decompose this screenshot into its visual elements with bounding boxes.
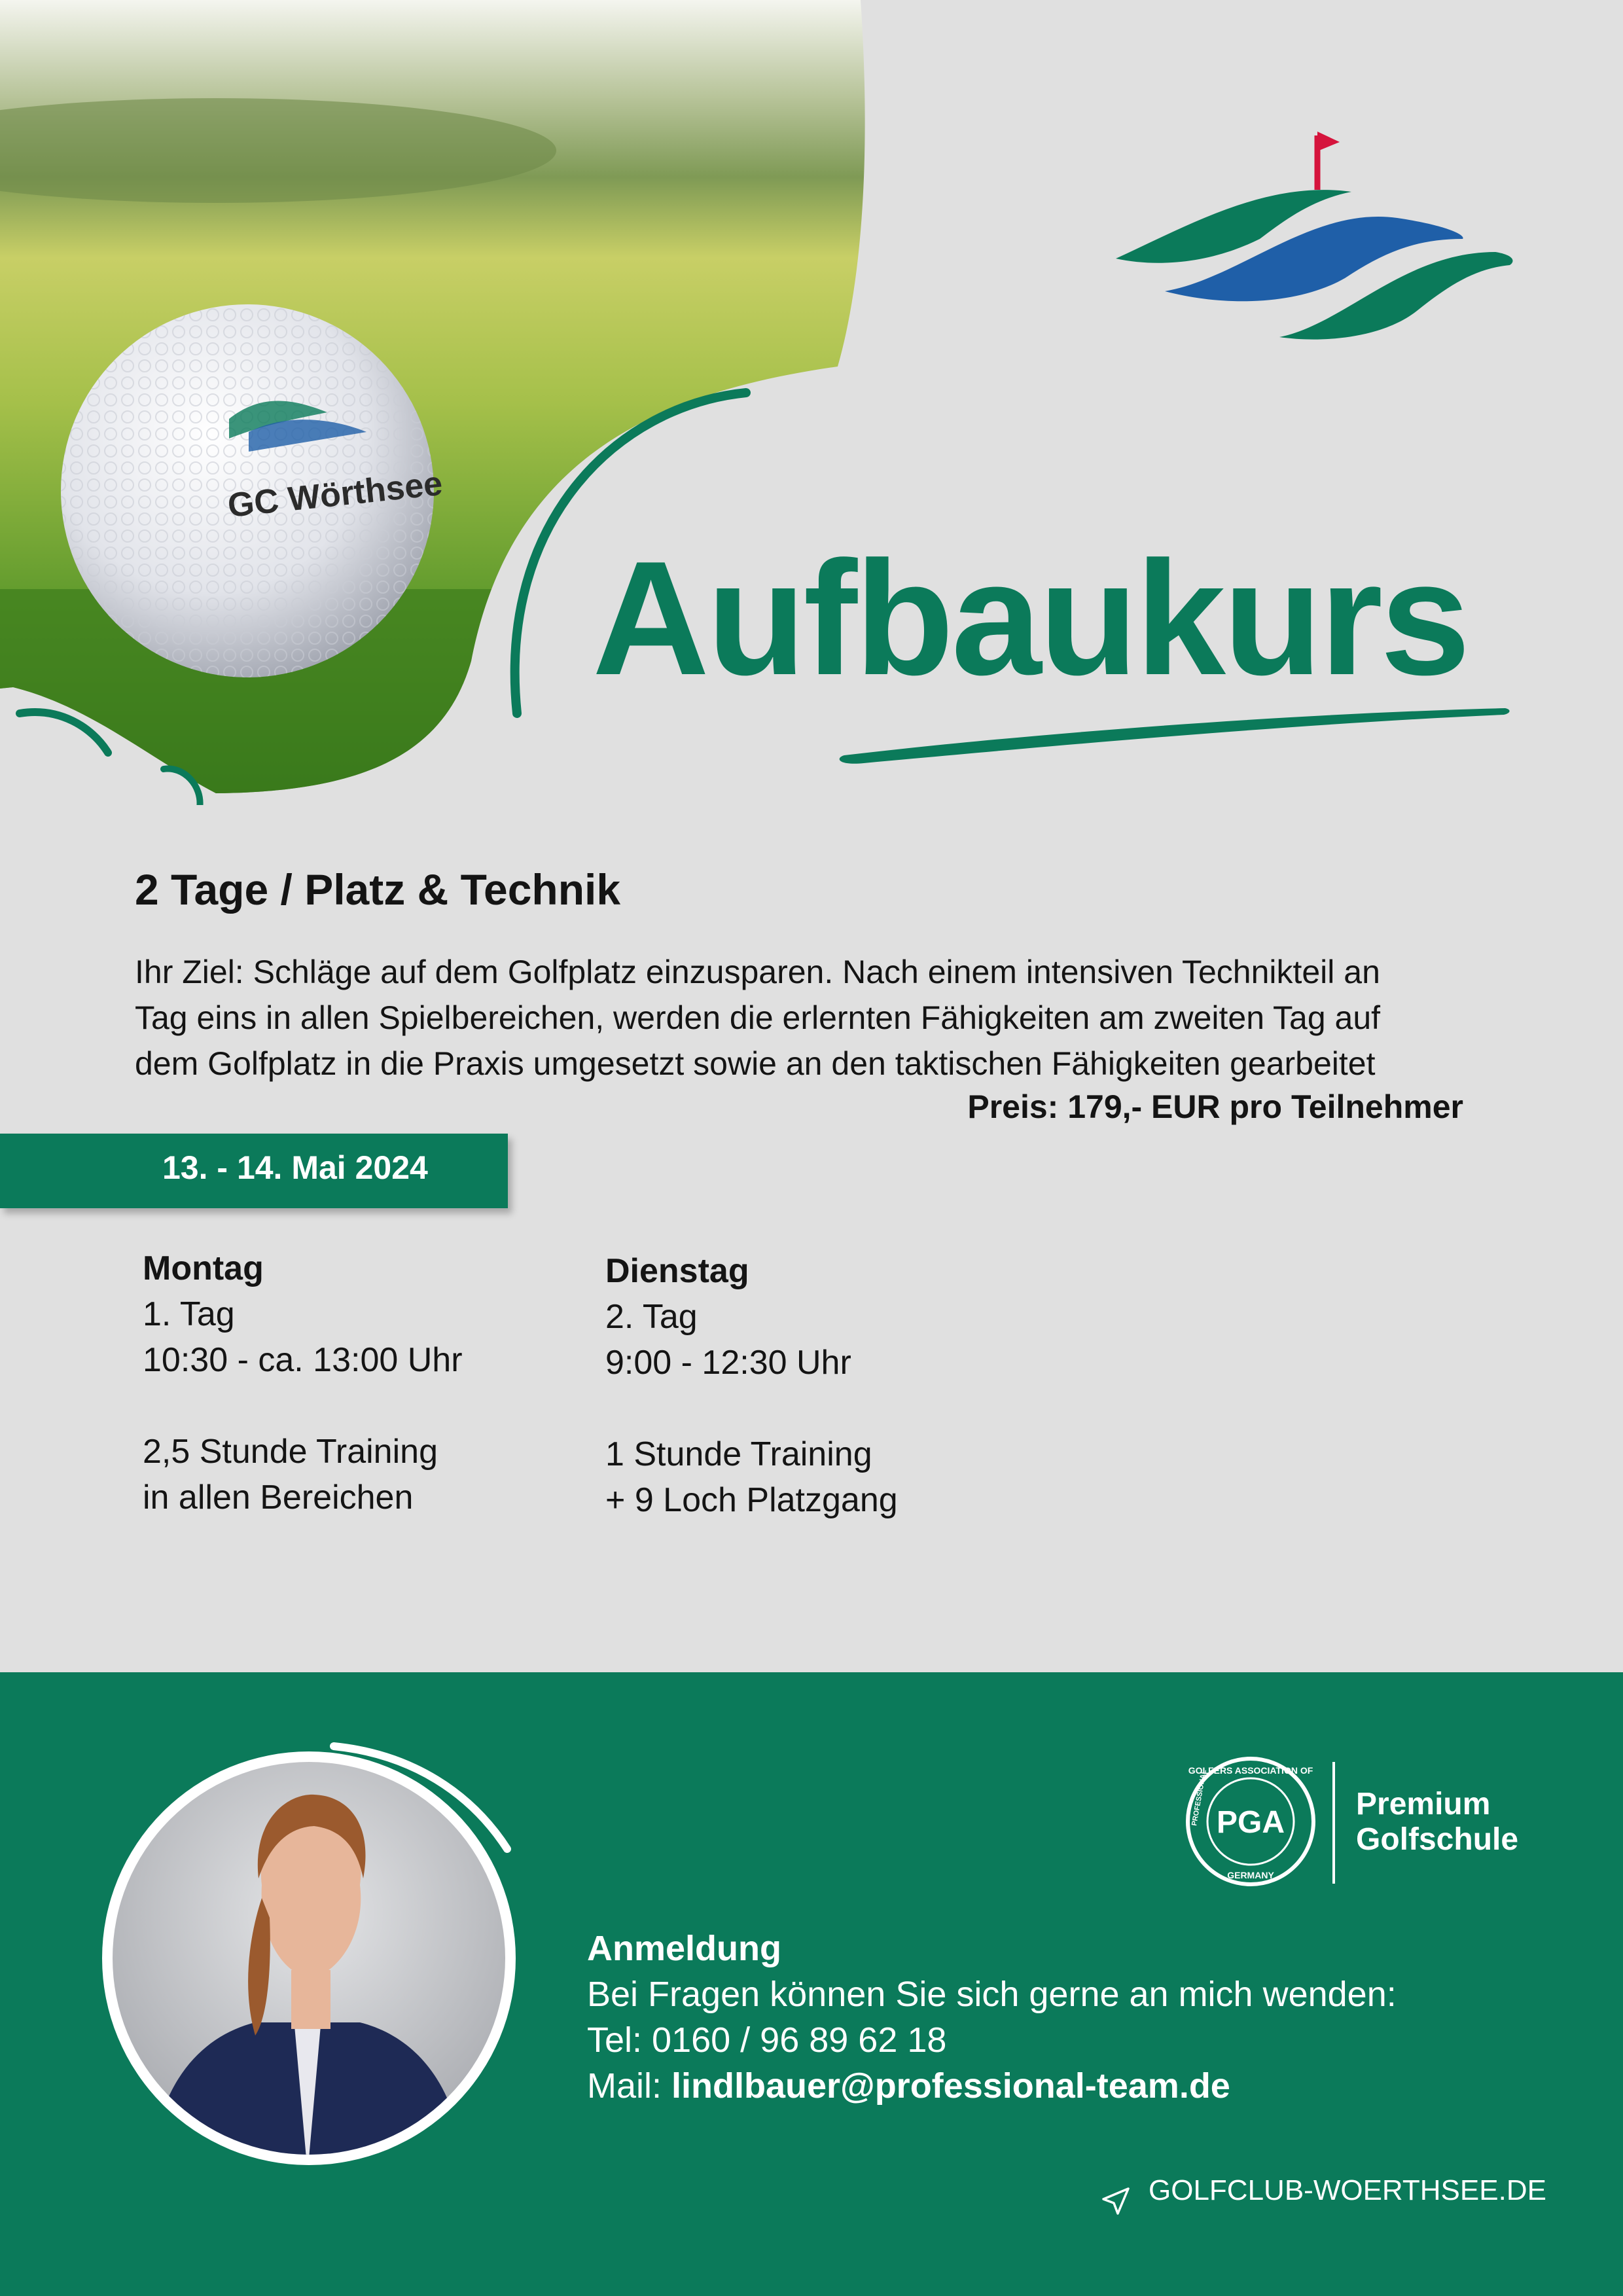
day-detail: in allen Bereichen [143,1479,414,1516]
pga-separator [1332,1762,1335,1884]
schedule-day-2 [605,1248,898,1523]
schedule-day-1 [143,1246,463,1520]
pga-label [1356,1787,1518,1857]
website-link[interactable]: GOLFCLUB-WOERTHSEE.DE [1149,2174,1546,2206]
page-title: Aufbaukurs [592,527,1468,709]
svg-text:PROFESSIONAL: PROFESSIONAL [1190,1768,1209,1827]
pga-label-line: Golfschule [1356,1822,1519,1857]
day-detail: 1 Stunde Training [605,1435,872,1473]
day-time: 10:30 - ca. 13:00 Uhr [143,1341,463,1379]
day-detail: 2,5 Stunde Training [143,1433,438,1471]
contact-phone[interactable]: Tel: 0160 / 96 89 62 18 [587,2020,947,2060]
svg-text:GERMANY: GERMANY [1227,1870,1274,1880]
svg-text:GOLFERS ASSOCIATION OF: GOLFERS ASSOCIATION OF [1188,1765,1313,1776]
title-underline [838,700,1512,766]
course-description [135,949,1529,1086]
description-line: Ihr Ziel: Schläge auf dem Golfplatz einzusparen. Nach einem intensiven Technikteil an [135,954,1380,990]
trainer-photo [98,1741,524,2173]
contact-heading: Anmeldung [587,1929,781,1968]
description-line: dem Golfplatz in die Praxis umgesetzt sowie an den taktischen Fähigkeiten gearbeitet [135,1045,1376,1082]
day-name: Dienstag [605,1252,749,1290]
send-arrow-icon [1099,2185,1132,2217]
club-logo [1109,128,1518,350]
pga-label-line: Premium [1356,1787,1491,1821]
date-text: 13. - 14. Mai 2024 [162,1149,428,1186]
day-name: Montag [143,1249,264,1287]
mail-prefix: Mail: [587,2066,672,2106]
flag-icon [1317,132,1340,151]
day-detail: + 9 Loch Platzgang [605,1481,898,1519]
price: Preis: 179,- EUR pro Teilnehmer [967,1088,1463,1125]
day-number: 2. Tag [605,1298,698,1336]
description-line: Tag eins in allen Spielbereichen, werden die erlernten Fähigkeiten am zweiten Tag auf [135,999,1381,1036]
contact-block [587,1926,1397,2109]
day-time: 9:00 - 12:30 Uhr [605,1344,851,1382]
contact-email-link[interactable]: lindlbauer@professional-team.de [671,2066,1230,2106]
contact-mail-line [587,2063,1397,2109]
course-subtitle: 2 Tage / Platz & Technik [135,865,621,914]
day-number: 1. Tag [143,1295,235,1333]
contact-intro: Bei Fragen können Sie sich gerne an mich wenden: [587,1975,1397,2014]
svg-text:PGA: PGA [1216,1805,1285,1840]
ball-label: GC Wörthsee [226,464,444,525]
pga-seal [1183,1754,1318,1889]
